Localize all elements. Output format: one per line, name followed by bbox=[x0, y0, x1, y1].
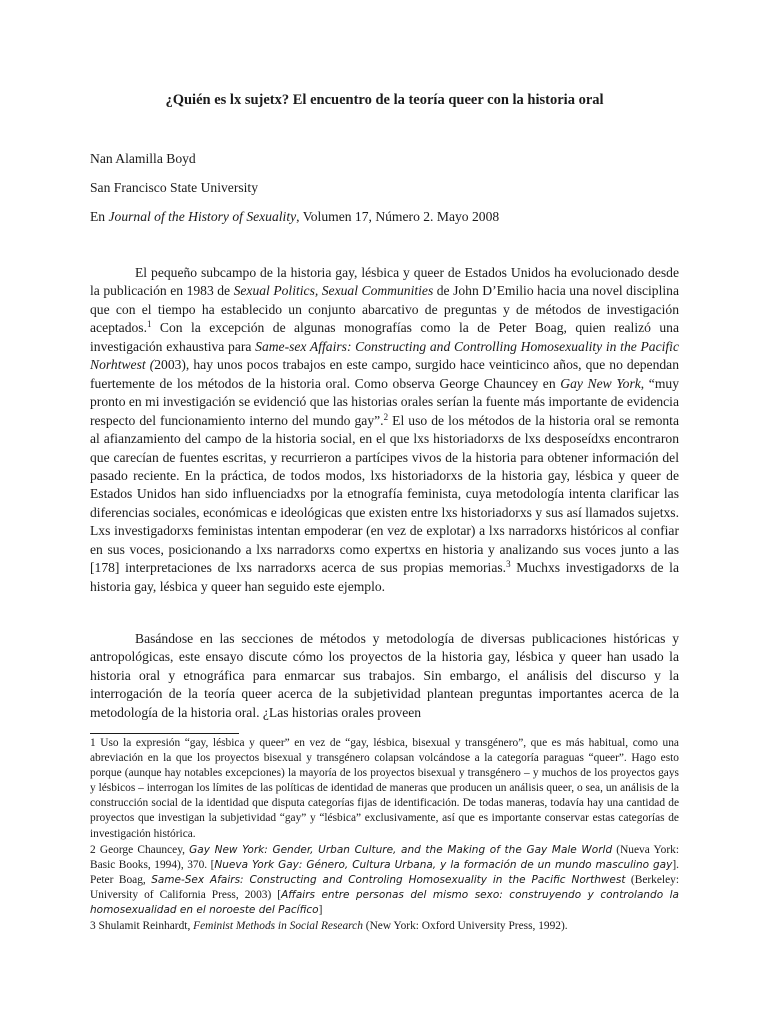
body-paragraph-1: El pequeño subcampo de la historia gay, lésbica y queer de Estados Unidos ha evolucionado desde la publicación en 1983 de Sexual Politics, Sexual Communities de John D’Emilio hacia una novel disciplina que con el tiempo ha establecido un conjunto abarcativo de preguntas y de métodos de investigación aceptados.$^1$ Con la excepción de algunas monografías como la de Peter Boag, quien realizó una investigación exhaustiva para Same-sex Affairs: Constructing and Controlling Homosexuality in the Pacific Norhtwest (2003), hay unos pocos trabajos en este campo, surgido hace veinticinco años, que no dependan fuertemente de los métodos de la historia oral. Como observa George Chauncey en Gay New York, “muy pronto en mi investigación se evidenció que las historias orales serían la fuente más importante de evidencia respecto del funcionamiento interno del mundo gay”.$^2$ El uso de los métodos de la historia oral se remonta al afianzamiento del campo de la historia social, en el que lxs historiadorxs de lxs desposeídxs encontraron que carecían de fuentes escritas, y recurrieron a partícipes vivos de la historia para obtener información del pasado reciente. En la práctica, de todos modos, lxs historiadorxs de la historia gay, lésbica y queer de Estados Unidos han sido influenciadxs por la etnografía feminista, cuya metodología intenta clarificar las diferencias sociales, económicas e ideológicas que existen entre lxs historiadorxs y sus así llamados sujetxs. Lxs investigadorxs feministas intentan empoderar (en vez de explotar) a lxs narradorxs históricos al confiar en sus voces, posicionando a lxs narradorxs como expertxs en historia y analizando sus voces junto a las [178] interpretaciones de lxs narradorxs acerca de sus propias memorias.$^3$ Muchxs investigadorxs de la historia gay, lésbica y queer han seguido este ejemplo. bbox=[90, 265, 680, 594]
author-affiliation: San Francisco State University bbox=[90, 180, 259, 195]
footnote-divider bbox=[90, 733, 239, 734]
footnote-1: 1 Uso la expresión “gay, lésbica y queer” en vez de “gay, lésbica, bisexual y transgénero”, que es más habitual, como una abreviación en la que los proyectos bisexual y transgénero colapsan volcándose a la categoría paraguas “queer”. Hago esto porque (aunque hay notables excepciones) la mayoría de los proyectos bisexual y transgénero – y muchos de los proyectos gays y lésbicos – interrogan los límites de las políticas de identidad de maneras que producen un análisis queer, o sea, un análisis de la construcción social de la identidad que disputa categorías fijas de identificación. De todas maneras, todavía hay una cantidad de proyectos que investigan la subjetividad “gay” y “lésbica” exclusivamente, así que es importante conservar estas categorías de investigación histórica. bbox=[90, 737, 679, 840]
footnote-2: 2 George Chauncey, Gay New York: Gender, Urban Culture, and the Making of the Gay Male World (Nueva York: Basic Books, 1994), 370. [Nueva York Gay: Género, Cultura Urbana, y la formación de un mundo masculino gay]. Peter Boag, Same-Sex Afairs: Constructing and Controling Homosexuality in the Pacific Northwest (Berkeley: University of California Press, 2003) [Affairs entre personas del mismo sexo: construyendo y controlando la homosexualidad en el noroeste del Pacífico] bbox=[90, 843, 679, 917]
publication-citation: En Journal of the History of Sexuality, Volumen 17, Número 2. Mayo 2008 bbox=[90, 209, 500, 224]
footnotes bbox=[90, 736, 679, 934]
journal-name: Journal of the History of Sexuality bbox=[108, 209, 297, 224]
body-paragraph-2: Basándose en las secciones de métodos y metodología de diversas publicaciones históricas y antropológicas, este ensayo discute cómo los proyectos de la historia gay, lésbica y queer han usado la historia oral y etnográfica para enmarcar sus trabajos. Sin embargo, el análisis del discurso y la interrogación de la teoría queer acerca de la subjetividad plantean preguntas importantes acerca de la metodología de la historia oral. ¿Las historias orales proveen bbox=[90, 631, 679, 720]
footnote-ref-2: 2 bbox=[383, 411, 389, 422]
article-title: ¿Quién es lx sujetx? El encuentro de la teoría queer con la historia oral bbox=[165, 92, 604, 108]
footnote-3: 3 Shulamit Reinhardt, Feminist Methods in Social Research (New York: Oxford University Press, 1992). bbox=[90, 920, 568, 933]
footnote-ref-3: 3 bbox=[506, 559, 511, 570]
footnote-ref-1: 1 bbox=[147, 319, 152, 330]
author-name: Nan Alamilla Boyd bbox=[90, 151, 196, 166]
